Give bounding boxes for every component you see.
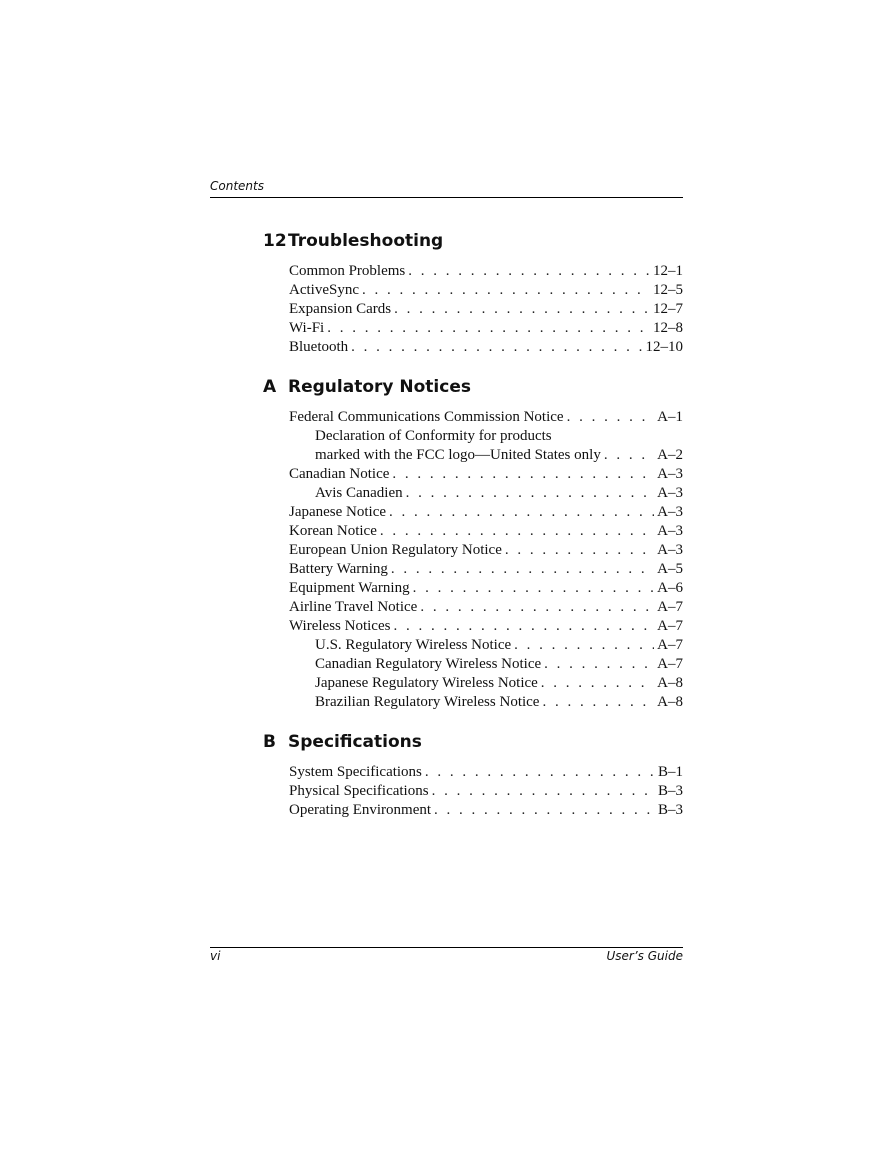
toc-entry-text: ActiveSync (289, 282, 359, 298)
dot-leader (392, 465, 654, 484)
dot-leader (406, 484, 655, 503)
toc-page-number: A–7 (657, 637, 683, 653)
toc-page-number: 12–8 (653, 320, 683, 336)
toc-entry[interactable] (289, 598, 683, 617)
running-head: Contents (210, 179, 264, 193)
toc-entry-text: Equipment Warning (289, 580, 410, 596)
toc-entry-text: Airline Travel Notice (289, 599, 418, 615)
chapter-number: B (263, 732, 276, 752)
dot-leader (351, 338, 642, 357)
toc-subentry[interactable] (289, 484, 683, 503)
chapter-number: 12 (263, 231, 287, 251)
toc-page-number: A–2 (657, 447, 683, 463)
toc-page-number: A–7 (657, 599, 683, 615)
toc-subentry[interactable] (289, 655, 683, 674)
chapter-number: A (263, 377, 277, 397)
toc-page-number: A–3 (657, 523, 683, 539)
dot-leader (434, 801, 655, 820)
toc-entry-list (289, 262, 683, 357)
toc-entry-text: European Union Regulatory Notice (289, 542, 502, 558)
toc-entry[interactable] (289, 579, 683, 598)
toc-entry-text: Common Problems (289, 263, 406, 279)
toc-entry-text: Federal Communications Commission Notice (289, 409, 564, 425)
toc-entry[interactable] (289, 560, 683, 579)
dot-leader (394, 300, 650, 319)
dot-leader (505, 541, 654, 560)
toc-page-number: A–7 (657, 656, 683, 672)
toc-entry[interactable] (289, 319, 683, 338)
footer-rule (210, 947, 683, 948)
toc-entry-text: Declaration of Conformity for products (315, 428, 552, 444)
toc-entry[interactable] (289, 338, 683, 357)
toc-entry-text: Korean Notice (289, 523, 377, 539)
toc-page-number: 12–1 (653, 263, 683, 279)
toc-entry-text: Avis Canadien (315, 485, 403, 501)
dot-leader (408, 262, 650, 281)
toc-entry-text: Wi-Fi (289, 320, 325, 336)
toc-entry-list (289, 763, 683, 820)
dot-leader (420, 598, 654, 617)
chapter-title: Regulatory Notices (288, 377, 471, 397)
toc-page-number: A–8 (657, 694, 683, 710)
toc-page-number: 12–10 (645, 339, 683, 355)
toc-page-number: A–3 (657, 466, 683, 482)
toc-entry[interactable] (289, 465, 683, 484)
toc-entry-text: Expansion Cards (289, 301, 392, 317)
dot-leader (544, 655, 654, 674)
chapter-title: Troubleshooting (288, 231, 444, 251)
dot-leader (393, 617, 654, 636)
toc-entry[interactable] (289, 522, 683, 541)
toc-entry[interactable] (289, 763, 683, 782)
chapter-heading (263, 229, 683, 253)
chapter-heading (263, 730, 683, 754)
dot-leader (413, 579, 655, 598)
dot-leader (425, 763, 655, 782)
toc-section-specifications (263, 730, 683, 820)
dot-leader (362, 281, 650, 300)
dot-leader (542, 693, 654, 712)
toc-entry-text: Operating Environment (289, 802, 432, 818)
toc-entry-text: Bluetooth (289, 339, 349, 355)
toc-entry-text: Physical Specifications (289, 783, 429, 799)
toc-page-number: 12–7 (653, 301, 683, 317)
toc-page-number: A–8 (657, 675, 683, 691)
chapter-title: Specifications (288, 732, 422, 752)
toc-entry[interactable] (289, 801, 683, 820)
toc-entry[interactable] (289, 617, 683, 636)
page-number: vi (210, 949, 221, 963)
toc-entry-list (289, 408, 683, 712)
chapter-heading (263, 375, 683, 399)
toc-entry-text: Battery Warning (289, 561, 388, 577)
toc-entry-text: U.S. Regulatory Wireless Notice (315, 637, 512, 653)
toc-entry-text: Japanese Regulatory Wireless Notice (315, 675, 538, 691)
toc-page-number: A–7 (657, 618, 683, 634)
toc-entry-text: Japanese Notice (289, 504, 387, 520)
toc-subentry[interactable] (289, 674, 683, 693)
toc-entry-text: Canadian Regulatory Wireless Notice (315, 656, 542, 672)
toc-page-number: A–3 (657, 504, 683, 520)
toc-page-number: B–1 (657, 764, 683, 780)
toc-entry[interactable] (289, 281, 683, 300)
header-rule (210, 197, 683, 198)
toc-entry[interactable] (289, 541, 683, 560)
toc-page-number: A–5 (657, 561, 683, 577)
dot-leader (327, 319, 650, 338)
toc-page-number: 12–5 (653, 282, 683, 298)
toc-page-number: A–6 (657, 580, 683, 596)
toc-entry[interactable] (289, 300, 683, 319)
toc-page-number: A–3 (657, 485, 683, 501)
guide-name: User’s Guide (606, 949, 683, 963)
toc-page-number: B–3 (657, 802, 683, 818)
toc-subentry[interactable] (289, 636, 683, 655)
toc-entry-text: Wireless Notices (289, 618, 391, 634)
toc-entry-text: System Specifications (289, 764, 422, 780)
toc-entry-text: Canadian Notice (289, 466, 390, 482)
toc-subentry[interactable] (289, 446, 683, 465)
dot-leader (389, 503, 654, 522)
toc-entry[interactable] (289, 503, 683, 522)
dot-leader (604, 446, 654, 465)
dot-leader (391, 560, 654, 579)
toc-page-number: A–3 (657, 542, 683, 558)
toc-entry-text: Brazilian Regulatory Wireless Notice (315, 694, 540, 710)
toc-page-number: A–1 (657, 409, 683, 425)
toc-entry-text: marked with the FCC logo—United States only (315, 447, 601, 463)
toc-entry[interactable] (289, 262, 683, 281)
dot-leader (567, 408, 655, 427)
dot-leader (541, 674, 654, 693)
dot-leader (380, 522, 654, 541)
toc-section-regulatory-notices (263, 375, 683, 712)
toc-section-troubleshooting (263, 229, 683, 357)
toc-subentry[interactable] (289, 427, 683, 446)
toc-page-number: B–3 (657, 783, 683, 799)
dot-leader (514, 636, 654, 655)
toc-entry[interactable] (289, 408, 683, 427)
dot-leader (432, 782, 655, 801)
toc-entry[interactable] (289, 782, 683, 801)
toc-subentry[interactable] (289, 693, 683, 712)
